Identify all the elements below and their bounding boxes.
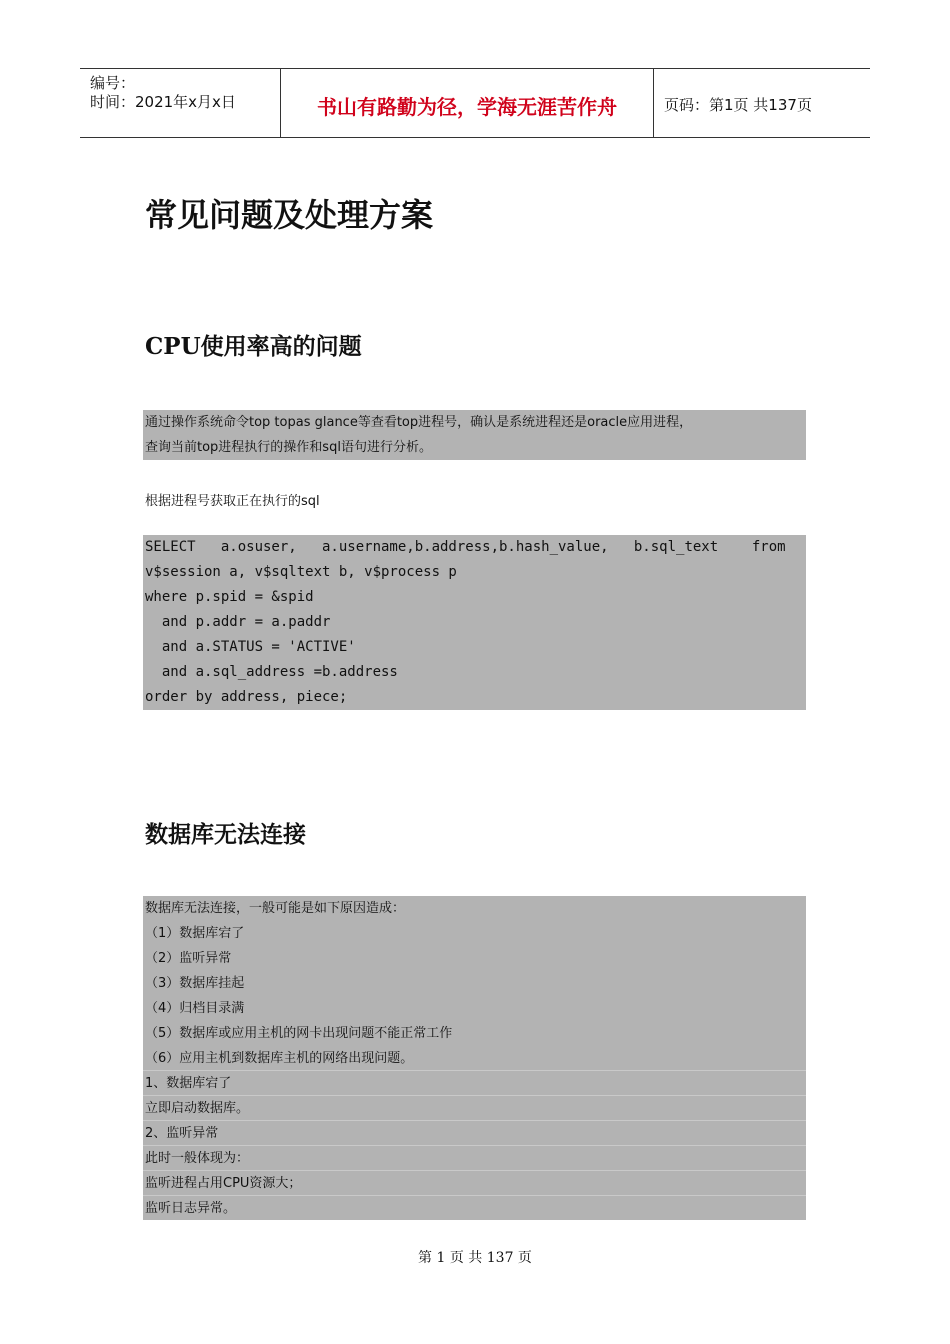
row-divider [143, 1195, 806, 1196]
sql-line: and a.sql_address =b.address [145, 664, 398, 680]
db-line: 2、监听异常 [145, 1126, 219, 1141]
sql-line: SELECT a.osuser, a.username,b.address,b.hash_value, b.sql_text from [145, 539, 786, 555]
sql-code-box [143, 535, 806, 710]
row-divider [143, 1120, 806, 1121]
header-motto-cell [281, 69, 654, 137]
header-info-cell [80, 69, 281, 137]
db-line: （1）数据库宕了 [145, 926, 245, 941]
db-line: （3）数据库挂起 [145, 976, 245, 991]
db-line: 此时一般体现为： [145, 1151, 250, 1166]
section-heading-db-connect: 数据库无法连接 [145, 821, 306, 848]
cpu-intro-text: 根据进程号获取正在执行的sql [145, 494, 320, 509]
cpu-note-box [143, 410, 806, 460]
db-line: 数据库无法连接，一般可能是如下原因造成： [145, 901, 406, 916]
db-line: （2）监听异常 [145, 951, 232, 966]
db-line: （5）数据库或应用主机的网卡出现问题不能正常工作 [145, 1026, 453, 1041]
section-heading-cpu: CPU使用率高的问题 [145, 333, 362, 360]
header-time: 时间：2021年x月x日 [90, 93, 236, 111]
sql-line: v$session a, v$sqltext b, v$process p [145, 564, 457, 580]
row-divider [143, 1070, 806, 1071]
sql-line: and a.STATUS = 'ACTIVE' [145, 639, 356, 655]
sql-line: where p.spid = &spid [145, 589, 314, 605]
db-line: 1、数据库宕了 [145, 1076, 232, 1091]
page-footer: 第 1 页 共 137 页 [418, 1250, 532, 1266]
db-line: 监听日志异常。 [145, 1201, 237, 1216]
header-number: 编号： [90, 74, 136, 92]
sql-line: and p.addr = a.paddr [145, 614, 331, 630]
page-header [80, 68, 870, 138]
db-connect-box [143, 896, 806, 1220]
sql-line: order by address, piece; [145, 689, 348, 705]
db-line: （4）归档目录满 [145, 1001, 245, 1016]
header-page-number: 页码：第1页 共137页 [664, 96, 812, 114]
db-line: （6）应用主机到数据库主机的网络出现问题。 [145, 1051, 414, 1066]
header-page-cell [654, 69, 870, 137]
cpu-note-line: 通过操作系统命令top topas glance等查看top进程号，确认是系统进程还是oracle应用进程， [145, 415, 693, 430]
db-line: 监听进程占用CPU资源大； [145, 1176, 302, 1191]
cpu-note-line: 查询当前top进程执行的操作和sql语句进行分析。 [145, 440, 432, 455]
header-motto: 书山有路勤为径，学海无涯苦作舟 [317, 95, 617, 119]
db-line: 立即启动数据库。 [145, 1101, 250, 1116]
document-title: 常见问题及处理方案 [145, 196, 434, 234]
